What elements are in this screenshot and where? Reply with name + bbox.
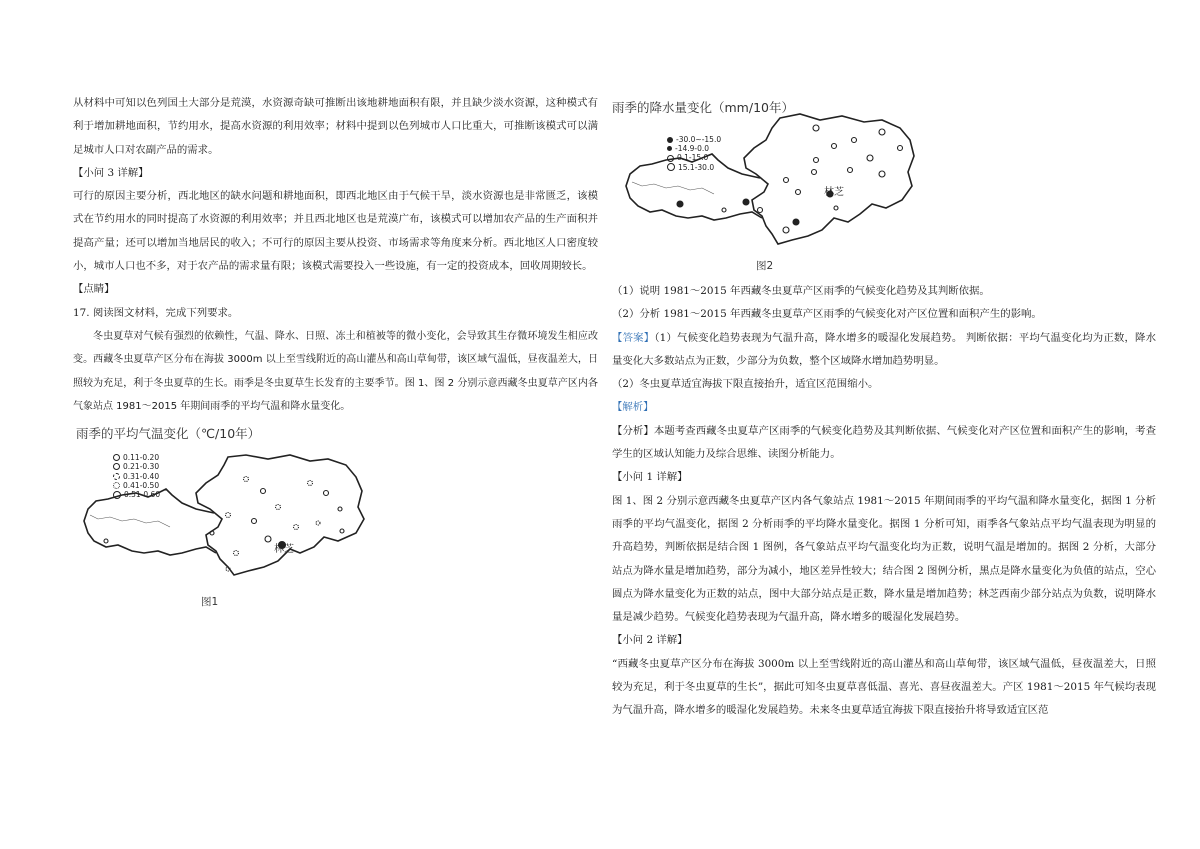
figure-1-title: 雨季的平均气温变化（℃/10年） bbox=[76, 426, 261, 442]
figure-2 bbox=[612, 92, 1156, 280]
station-marker bbox=[793, 219, 799, 225]
legend-item bbox=[113, 490, 160, 499]
legend-label: 0.31-0.40 bbox=[123, 471, 160, 481]
answer-2: （2）冬虫夏草适宜海拔下限直接抬升，适宜区范围缩小。 bbox=[612, 378, 879, 391]
station-marker bbox=[104, 539, 108, 543]
legend-item bbox=[113, 472, 160, 481]
legend-item bbox=[667, 153, 721, 162]
station-marker bbox=[832, 144, 837, 149]
analysis: 【分析】本题考查西藏冬虫夏草产区雨季的气候变化趋势及其判断依据、气候变化对产区位置和面积产生的影响，考查学生的区域认知能力及综合思维、读图分析能力。 bbox=[612, 424, 1156, 461]
answer-1-text: （1）气候变化趋势表现为气温升高，降水增多的暖湿化发展趋势。 判断依据：平均气温变化均为正数，降水量变化大多数站点为正数，少部分为负数，整个区域降水增加趋势明显。 bbox=[612, 331, 1157, 367]
station-marker bbox=[265, 536, 271, 542]
paragraph: 可行的原因主要分析，西北地区的缺水问题和耕地面积，即西北地区由于气候干旱，淡水资源也是非常匮乏，该模式在节约用水的同时提高了水资源的利用效率；并且西北地区也是荒漠广布，该模式可以增加农产品的生产面积并提高产量；还可以增加当地居民的收入；不可行的原因主要从投资、市场需求等角度来分析。西北地区人口密度较小，城市人口也不多，对于农产品的需求量有限；该模式需要投入一些设施，有一定的投资成本，回收周期较长。 bbox=[73, 190, 598, 273]
figure-2-map bbox=[620, 110, 920, 250]
station-marker bbox=[812, 170, 817, 175]
legend-label: -30.0~-15.0 bbox=[676, 135, 722, 144]
figure-1-caption: 图1 bbox=[201, 596, 219, 609]
station-marker bbox=[758, 208, 763, 213]
station-marker bbox=[814, 158, 819, 163]
figure-1 bbox=[73, 424, 598, 612]
figure-2-legend bbox=[667, 135, 721, 172]
station-marker bbox=[722, 208, 726, 212]
question-2: （2）分析 1981～2015 年西藏冬虫夏草产区雨季的气候变化对产区位置和面积产生的影响。 bbox=[612, 308, 1042, 321]
station-marker bbox=[677, 201, 683, 207]
station-marker bbox=[308, 481, 313, 486]
section-heading: 【小问 1 详解】 bbox=[612, 471, 688, 484]
station-marker bbox=[252, 519, 257, 524]
figure-1-legend bbox=[113, 453, 160, 499]
station-marker bbox=[743, 199, 749, 205]
legend-label: 0.41-0.50 bbox=[123, 480, 160, 490]
figure-2-caption: 图2 bbox=[756, 260, 774, 272]
legend-label: 15.1-30.0 bbox=[678, 162, 715, 172]
station-marker bbox=[796, 190, 801, 195]
legend-item bbox=[113, 481, 160, 490]
station-marker bbox=[234, 551, 239, 556]
station-marker bbox=[784, 178, 789, 183]
station-marker bbox=[340, 529, 344, 533]
station-marker bbox=[848, 168, 853, 173]
answer-1 bbox=[612, 327, 1156, 374]
legend-label: 0.21-0.30 bbox=[123, 462, 160, 472]
place-label-linzhi: 林芝 bbox=[274, 544, 294, 556]
section-heading: 【小问 2 详解】 bbox=[612, 634, 688, 647]
paragraph: 从材料中可知以色列国土大部分是荒漠，水资源奇缺可推断出该地耕地面积有限，并且缺少淡水资源，这种模式有利于增加耕地面积，节约用水，提高水资源的利用效率；材料中提到以色列城市人口比重大，可推断该模式可以满足城市人口对农副产品的需求。 bbox=[73, 97, 598, 156]
left-column bbox=[73, 92, 598, 612]
legend-label: 0.1-15.0 bbox=[677, 153, 709, 163]
material-text: 冬虫夏草对气候有强烈的依赖性，气温、降水、日照、冻土和植被等的微小变化，会导致其生存微环境发生相应改变。西藏冬虫夏草产区分布在海拔 3000m 以上至雪线附近的高山灌丛和高山草甸带，该区域气温低，昼夜温差大，日照较为充足，利于冬虫夏草的生长。雨季是冬虫夏草生长发育的主要季节。图 1、图 2 分别示意西藏冬虫夏草产区内各气象站点 1981～2015 年期间雨季的平均气温和降水量变化。 bbox=[73, 330, 598, 412]
station-marker bbox=[898, 146, 903, 151]
answer-tag: 【答案】 bbox=[612, 331, 655, 344]
legend-label: -14.9-0.0 bbox=[675, 144, 710, 154]
figure-2-title: 雨季的降水量变化（mm/10年） bbox=[612, 100, 794, 115]
detail-2: “西藏冬虫夏草产区分布在海拔 3000m 以上至雪线附近的高山灌丛和高山草甸带，该区域气温低，昼夜温差大，日照较为充足，利于冬虫夏草的生长”，据此可知冬虫夏草喜低温、喜光、喜昼夜温差大。产区 1981～2015 年气候均表现为气温升高，降水增多的暖湿化发展趋势。未来冬虫夏草适宜海拔下限直接抬升将导致适宜区范 bbox=[612, 657, 1156, 717]
question-17: 17. 阅读图文材料，完成下列要求。 bbox=[73, 306, 239, 319]
legend-item bbox=[667, 144, 721, 153]
station-marker bbox=[879, 129, 885, 135]
station-marker bbox=[867, 155, 873, 161]
station-marker bbox=[879, 171, 885, 177]
place-label-linzhi: 林芝 bbox=[824, 187, 844, 198]
station-marker bbox=[261, 489, 266, 494]
station-marker bbox=[852, 138, 857, 143]
station-marker bbox=[834, 206, 838, 210]
station-marker bbox=[813, 125, 819, 131]
legend-item bbox=[667, 135, 721, 144]
section-heading: 【点睛】 bbox=[73, 283, 115, 296]
station-marker bbox=[276, 505, 281, 510]
station-marker bbox=[316, 521, 320, 525]
section-heading: 【小问 3 详解】 bbox=[73, 166, 149, 179]
station-marker bbox=[226, 513, 231, 518]
analysis-tag: 【解析】 bbox=[612, 401, 654, 414]
right-column bbox=[612, 92, 1156, 723]
legend-item bbox=[113, 453, 160, 462]
legend-item bbox=[667, 163, 721, 172]
station-marker bbox=[244, 477, 249, 482]
station-marker bbox=[338, 507, 342, 511]
question-1: （1）说明 1981～2015 年西藏冬虫夏草产区雨季的气候变化趋势及其判断依据。 bbox=[612, 285, 990, 297]
station-marker bbox=[783, 227, 789, 233]
station-marker bbox=[294, 525, 299, 530]
legend-label: 0.51-0.60 bbox=[124, 489, 161, 499]
legend-label: 0.11-0.20 bbox=[123, 453, 160, 463]
detail-1: 图 1、图 2 分别示意西藏冬虫夏草产区内各气象站点 1981～2015 年期间雨季的平均气温和降水量变化，据图 1 分析雨季的平均气温变化，据图 2 分析雨季的平均降水量变化。据图 1 分析可知，雨季各气象站点平均气温表现为明显的升高趋势，判断依据是结合图 1 图例，各气象站点平均气温变化均为正数，说明气温是增加的。据图 2 分析，大部分站点为降水量是增加趋势，部分为减小，地区差异性较大；结合图 2 图例分析，黑点是降水量变化为负值的站点，空心圆点为降水量变化为正数的站点，图中大部分站点是正数，降水量是增加趋势；林芝西南少部分站点为负数，说明降水量是减少趋势。气候变化趋势表现为气温升高，降水增多的暖湿化发展趋势。 bbox=[612, 494, 1156, 624]
legend-item bbox=[113, 462, 160, 471]
station-marker bbox=[324, 491, 329, 496]
